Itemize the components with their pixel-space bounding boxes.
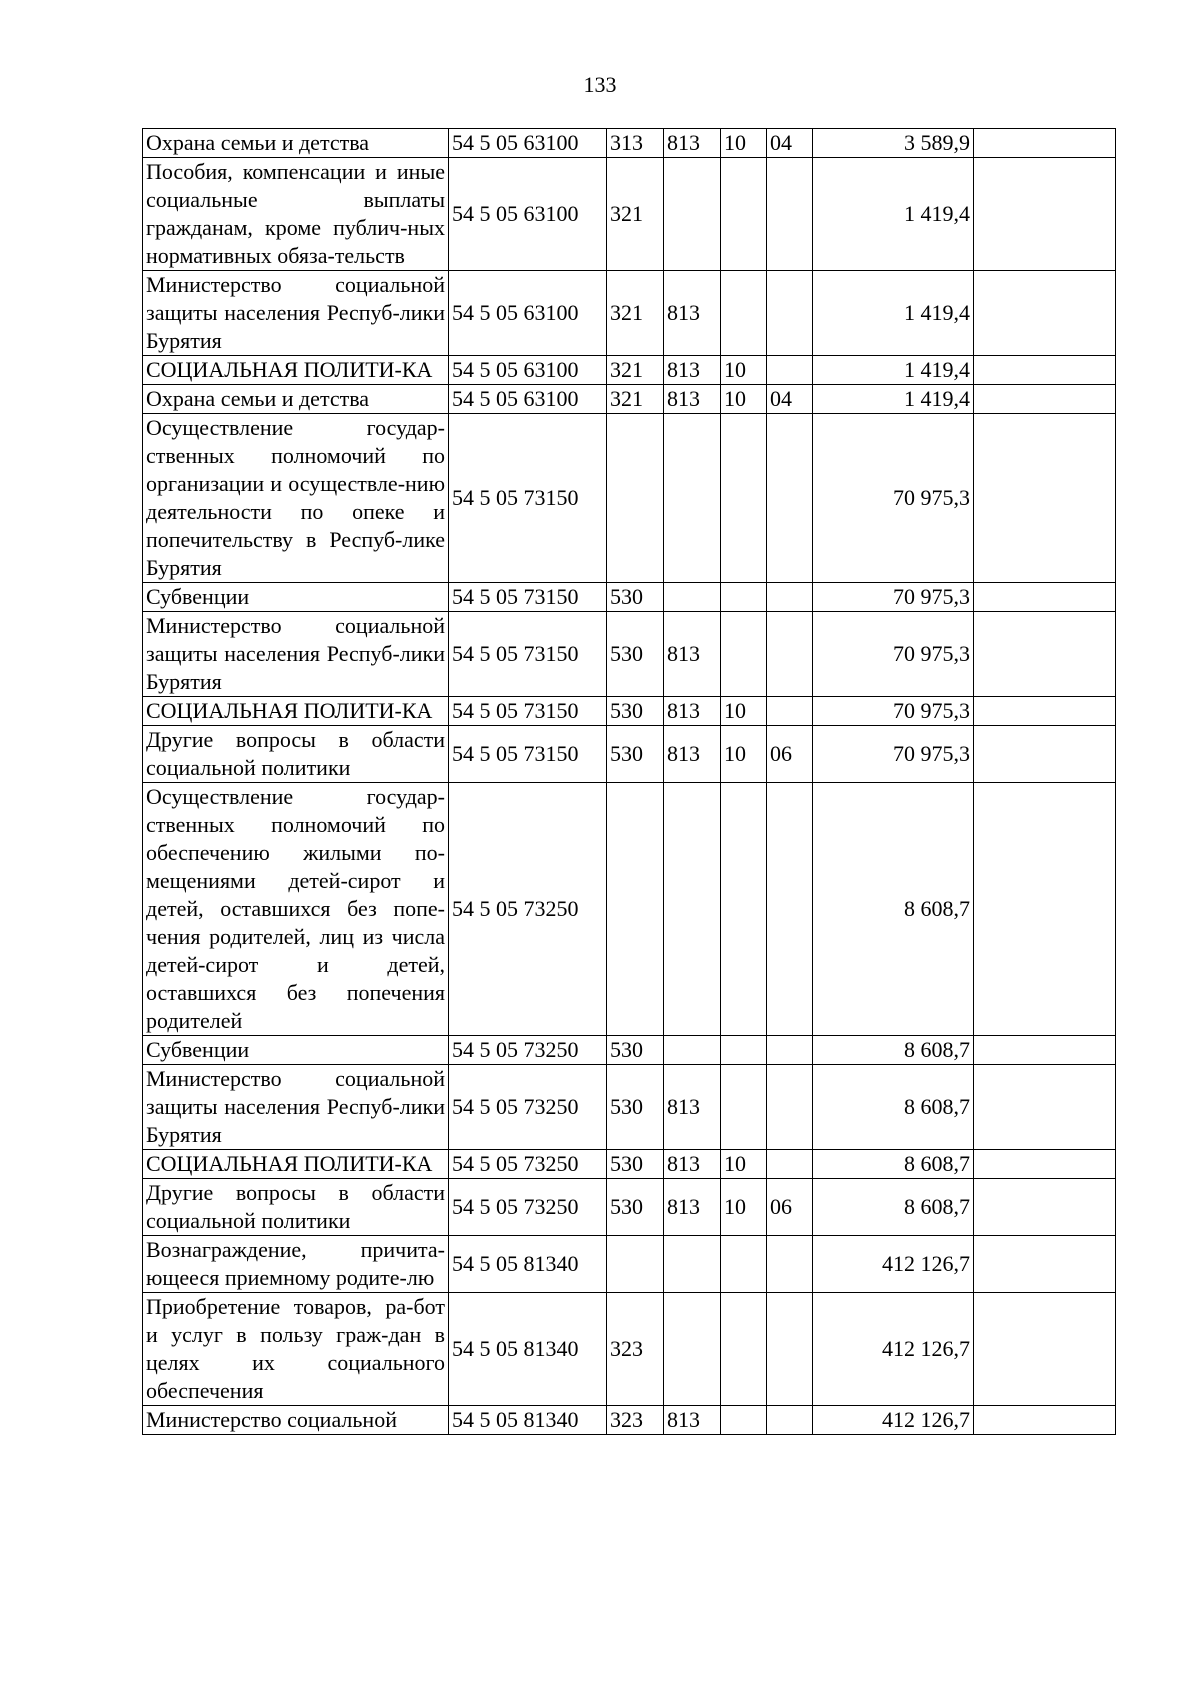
section-cell: 10 bbox=[721, 129, 767, 158]
table-row bbox=[143, 612, 1116, 697]
target-code-cell: 54 5 05 63100 bbox=[449, 385, 607, 414]
subsection-cell bbox=[767, 1150, 813, 1179]
amount-cell: 70 975,3 bbox=[813, 697, 974, 726]
empty-cell bbox=[974, 612, 1116, 697]
section-cell bbox=[721, 1236, 767, 1293]
target-code-cell: 54 5 05 73250 bbox=[449, 1150, 607, 1179]
target-code-cell: 54 5 05 73150 bbox=[449, 612, 607, 697]
expense-type-cell: 530 bbox=[607, 1179, 664, 1236]
target-code-cell: 54 5 05 73250 bbox=[449, 1179, 607, 1236]
expense-type-cell: 321 bbox=[607, 271, 664, 356]
empty-cell bbox=[974, 783, 1116, 1036]
section-cell bbox=[721, 612, 767, 697]
amount-cell: 70 975,3 bbox=[813, 726, 974, 783]
expense-type-cell: 530 bbox=[607, 1065, 664, 1150]
subsection-cell bbox=[767, 271, 813, 356]
subsection-cell: 04 bbox=[767, 385, 813, 414]
table-body bbox=[143, 129, 1116, 1435]
target-code-cell: 54 5 05 63100 bbox=[449, 129, 607, 158]
ministry-code-cell bbox=[664, 1236, 721, 1293]
empty-cell bbox=[974, 356, 1116, 385]
item-name-cell: Охрана семьи и детства bbox=[143, 129, 449, 158]
subsection-cell bbox=[767, 1406, 813, 1435]
table-row bbox=[143, 129, 1116, 158]
table-row bbox=[143, 1065, 1116, 1150]
subsection-cell bbox=[767, 1065, 813, 1150]
item-name-cell: Другие вопросы в области социальной политики bbox=[143, 726, 449, 783]
target-code-cell: 54 5 05 73150 bbox=[449, 583, 607, 612]
ministry-code-cell bbox=[664, 1036, 721, 1065]
table-row bbox=[143, 271, 1116, 356]
amount-cell: 412 126,7 bbox=[813, 1293, 974, 1406]
expense-type-cell: 321 bbox=[607, 385, 664, 414]
table-row bbox=[143, 158, 1116, 271]
amount-cell: 412 126,7 bbox=[813, 1236, 974, 1293]
target-code-cell: 54 5 05 81340 bbox=[449, 1406, 607, 1435]
section-cell bbox=[721, 783, 767, 1036]
ministry-code-cell: 813 bbox=[664, 1150, 721, 1179]
empty-cell bbox=[974, 726, 1116, 783]
target-code-cell: 54 5 05 63100 bbox=[449, 271, 607, 356]
ministry-code-cell bbox=[664, 1293, 721, 1406]
ministry-code-cell: 813 bbox=[664, 1406, 721, 1435]
section-cell: 10 bbox=[721, 697, 767, 726]
page-number: 133 bbox=[583, 72, 617, 97]
subsection-cell bbox=[767, 1036, 813, 1065]
target-code-cell: 54 5 05 73250 bbox=[449, 783, 607, 1036]
ministry-code-cell: 813 bbox=[664, 612, 721, 697]
empty-cell bbox=[974, 129, 1116, 158]
expense-type-cell: 323 bbox=[607, 1293, 664, 1406]
expense-type-cell: 530 bbox=[607, 1150, 664, 1179]
ministry-code-cell: 813 bbox=[664, 726, 721, 783]
ministry-code-cell bbox=[664, 783, 721, 1036]
amount-cell: 1 419,4 bbox=[813, 356, 974, 385]
amount-cell: 412 126,7 bbox=[813, 1406, 974, 1435]
expense-type-cell: 530 bbox=[607, 612, 664, 697]
target-code-cell: 54 5 05 73250 bbox=[449, 1065, 607, 1150]
table-row bbox=[143, 385, 1116, 414]
expense-type-cell: 530 bbox=[607, 726, 664, 783]
table-row bbox=[143, 1406, 1116, 1435]
amount-cell: 8 608,7 bbox=[813, 1150, 974, 1179]
empty-cell bbox=[974, 1293, 1116, 1406]
empty-cell bbox=[974, 1236, 1116, 1293]
item-name-cell: Пособия, компенсации и иные социальные выплаты гражданам, кроме публич-ных нормативных обяза-тельств bbox=[143, 158, 449, 271]
expense-type-cell: 321 bbox=[607, 158, 664, 271]
target-code-cell: 54 5 05 63100 bbox=[449, 158, 607, 271]
item-name-cell: СОЦИАЛЬНАЯ ПОЛИТИ-КА bbox=[143, 1150, 449, 1179]
amount-cell: 1 419,4 bbox=[813, 271, 974, 356]
ministry-code-cell: 813 bbox=[664, 1065, 721, 1150]
item-name-cell: СОЦИАЛЬНАЯ ПОЛИТИ-КА bbox=[143, 697, 449, 726]
budget-table bbox=[142, 128, 1116, 1435]
item-name-cell: Охрана семьи и детства bbox=[143, 385, 449, 414]
target-code-cell: 54 5 05 73150 bbox=[449, 697, 607, 726]
section-cell bbox=[721, 1065, 767, 1150]
table-row bbox=[143, 1150, 1116, 1179]
empty-cell bbox=[974, 1150, 1116, 1179]
table-row bbox=[143, 1293, 1116, 1406]
empty-cell bbox=[974, 1065, 1116, 1150]
empty-cell bbox=[974, 697, 1116, 726]
item-name-cell: Другие вопросы в области социальной политики bbox=[143, 1179, 449, 1236]
ministry-code-cell: 813 bbox=[664, 271, 721, 356]
item-name-cell: Министерство социальной bbox=[143, 1406, 449, 1435]
section-cell bbox=[721, 1036, 767, 1065]
table-row bbox=[143, 414, 1116, 583]
subsection-cell: 06 bbox=[767, 726, 813, 783]
section-cell bbox=[721, 1293, 767, 1406]
empty-cell bbox=[974, 1406, 1116, 1435]
subsection-cell bbox=[767, 697, 813, 726]
table-row bbox=[143, 726, 1116, 783]
expense-type-cell: 530 bbox=[607, 697, 664, 726]
empty-cell bbox=[974, 385, 1116, 414]
item-name-cell: Субвенции bbox=[143, 1036, 449, 1065]
target-code-cell: 54 5 05 73150 bbox=[449, 726, 607, 783]
table-row bbox=[143, 697, 1116, 726]
target-code-cell: 54 5 05 73150 bbox=[449, 414, 607, 583]
subsection-cell bbox=[767, 158, 813, 271]
empty-cell bbox=[974, 158, 1116, 271]
table-row bbox=[143, 783, 1116, 1036]
amount-cell: 1 419,4 bbox=[813, 385, 974, 414]
ministry-code-cell: 813 bbox=[664, 129, 721, 158]
ministry-code-cell bbox=[664, 414, 721, 583]
section-cell bbox=[721, 271, 767, 356]
section-cell: 10 bbox=[721, 726, 767, 783]
section-cell bbox=[721, 414, 767, 583]
section-cell bbox=[721, 583, 767, 612]
empty-cell bbox=[974, 583, 1116, 612]
subsection-cell bbox=[767, 414, 813, 583]
table-row bbox=[143, 1179, 1116, 1236]
subsection-cell bbox=[767, 1236, 813, 1293]
expense-type-cell bbox=[607, 414, 664, 583]
ministry-code-cell: 813 bbox=[664, 1179, 721, 1236]
expense-type-cell bbox=[607, 1236, 664, 1293]
item-name-cell: Министерство социальной защиты населения Респуб-лики Бурятия bbox=[143, 271, 449, 356]
item-name-cell: Субвенции bbox=[143, 583, 449, 612]
table-row bbox=[143, 583, 1116, 612]
empty-cell bbox=[974, 271, 1116, 356]
expense-type-cell: 313 bbox=[607, 129, 664, 158]
empty-cell bbox=[974, 414, 1116, 583]
item-name-cell: СОЦИАЛЬНАЯ ПОЛИТИ-КА bbox=[143, 356, 449, 385]
subsection-cell: 06 bbox=[767, 1179, 813, 1236]
section-cell: 10 bbox=[721, 1179, 767, 1236]
empty-cell bbox=[974, 1036, 1116, 1065]
expense-type-cell bbox=[607, 783, 664, 1036]
table-row bbox=[143, 1036, 1116, 1065]
ministry-code-cell: 813 bbox=[664, 697, 721, 726]
target-code-cell: 54 5 05 63100 bbox=[449, 356, 607, 385]
item-name-cell: Министерство социальной защиты населения Респуб-лики Бурятия bbox=[143, 612, 449, 697]
expense-type-cell: 321 bbox=[607, 356, 664, 385]
table-row bbox=[143, 356, 1116, 385]
amount-cell: 3 589,9 bbox=[813, 129, 974, 158]
ministry-code-cell: 813 bbox=[664, 385, 721, 414]
ministry-code-cell bbox=[664, 583, 721, 612]
target-code-cell: 54 5 05 81340 bbox=[449, 1293, 607, 1406]
subsection-cell bbox=[767, 583, 813, 612]
section-cell: 10 bbox=[721, 356, 767, 385]
expense-type-cell: 530 bbox=[607, 1036, 664, 1065]
subsection-cell bbox=[767, 1293, 813, 1406]
amount-cell: 8 608,7 bbox=[813, 1065, 974, 1150]
item-name-cell: Вознаграждение, причита-ющееся приемному родите-лю bbox=[143, 1236, 449, 1293]
target-code-cell: 54 5 05 81340 bbox=[449, 1236, 607, 1293]
expense-type-cell: 530 bbox=[607, 583, 664, 612]
expense-type-cell: 323 bbox=[607, 1406, 664, 1435]
amount-cell: 8 608,7 bbox=[813, 783, 974, 1036]
item-name-cell: Приобретение товаров, ра-бот и услуг в пользу граж-дан в целях их социального обеспечения bbox=[143, 1293, 449, 1406]
section-cell: 10 bbox=[721, 385, 767, 414]
table-row bbox=[143, 1236, 1116, 1293]
amount-cell: 70 975,3 bbox=[813, 612, 974, 697]
item-name-cell: Осуществление государ-ственных полномочий по организации и осуществле-нию деятельности по опеке и попечительству в Респуб-лике Бурятия bbox=[143, 414, 449, 583]
amount-cell: 70 975,3 bbox=[813, 583, 974, 612]
section-cell bbox=[721, 158, 767, 271]
section-cell: 10 bbox=[721, 1150, 767, 1179]
subsection-cell bbox=[767, 612, 813, 697]
item-name-cell: Осуществление государ-ственных полномочий по обеспечению жилыми по-мещениями детей-сирот и детей, оставшихся без попе-чения родителей, лиц из числа детей-сирот и детей, оставшихся без попечения родителей bbox=[143, 783, 449, 1036]
amount-cell: 8 608,7 bbox=[813, 1036, 974, 1065]
ministry-code-cell: 813 bbox=[664, 356, 721, 385]
empty-cell bbox=[974, 1179, 1116, 1236]
ministry-code-cell bbox=[664, 158, 721, 271]
amount-cell: 1 419,4 bbox=[813, 158, 974, 271]
section-cell bbox=[721, 1406, 767, 1435]
subsection-cell bbox=[767, 783, 813, 1036]
item-name-cell: Министерство социальной защиты населения Респуб-лики Бурятия bbox=[143, 1065, 449, 1150]
subsection-cell bbox=[767, 356, 813, 385]
target-code-cell: 54 5 05 73250 bbox=[449, 1036, 607, 1065]
amount-cell: 70 975,3 bbox=[813, 414, 974, 583]
subsection-cell: 04 bbox=[767, 129, 813, 158]
amount-cell: 8 608,7 bbox=[813, 1179, 974, 1236]
